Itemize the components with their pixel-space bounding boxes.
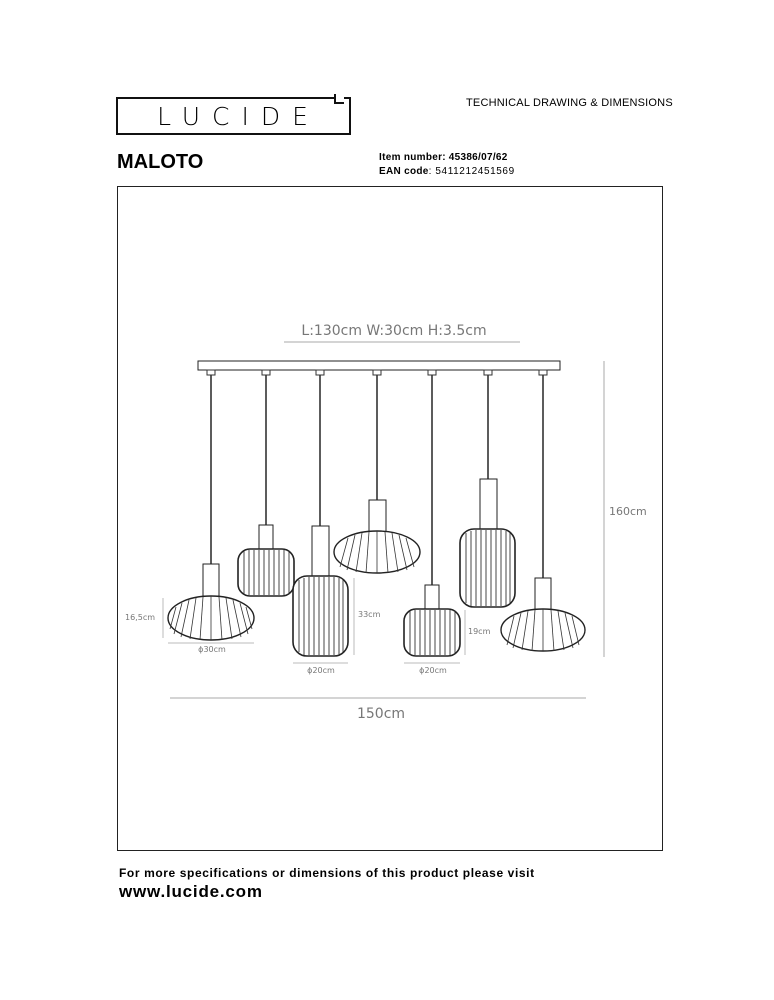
document-title: TECHNICAL DRAWING & DIMENSIONS <box>466 97 673 109</box>
footer-text: For more specifications or dimensions of this product please visit <box>119 866 535 880</box>
pendant-tall-shade-6 <box>460 479 515 607</box>
cable-holders <box>207 370 547 375</box>
flat-height-label: 16,5cm <box>125 613 156 622</box>
total-height-label: 160cm <box>609 505 647 518</box>
ean-label: EAN code <box>379 166 429 177</box>
pendant-flat-shade-4 <box>334 500 420 573</box>
flat-diameter-label: ϕ30cm <box>198 645 226 654</box>
canopy-dims-label: L:130cm W:30cm H:3.5cm <box>301 323 487 339</box>
pendant-round-shade-2 <box>238 525 294 596</box>
product-name: MALOTO <box>117 151 204 173</box>
round-diameter-label: ϕ20cm <box>419 666 447 675</box>
tall-diameter-label: ϕ20cm <box>307 666 335 675</box>
total-width-label: 150cm <box>356 706 406 722</box>
round-height-label: 19cm <box>468 627 491 636</box>
ean-value: : 5411212451569 <box>428 166 515 177</box>
brand-logo-text: LUCIDE <box>157 101 320 131</box>
footer-url[interactable]: www.lucide.com <box>119 882 263 901</box>
canopy-bar <box>198 361 560 370</box>
tall-height-label: 33cm <box>358 610 381 619</box>
item-number-label: Item number: <box>379 152 446 163</box>
item-number-value: 45386/07/62 <box>448 152 508 163</box>
pendant-round-shade-5 <box>404 585 460 656</box>
